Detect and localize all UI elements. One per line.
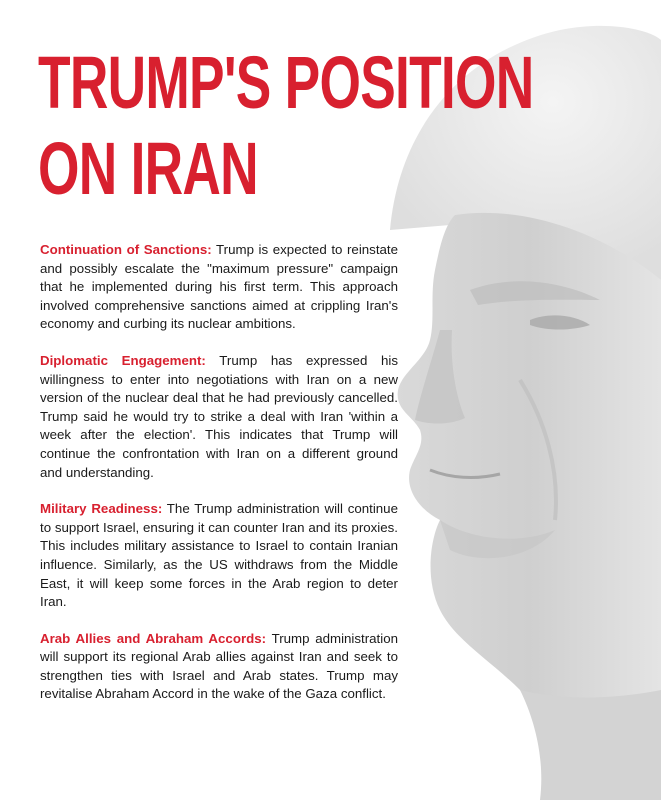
section-body: Trump has expressed his willingness to enter into negotiations with Iran on a new version of the nuclear deal that he had previously cancelled. Trump said he would try to strike a deal with Iran 'within a week after the election'. This indicates that Trump will continue the confrontation with Iran on a different ground and understanding. bbox=[40, 352, 398, 480]
section-arab-allies bbox=[40, 630, 398, 704]
section-diplomatic-engagement bbox=[40, 352, 398, 482]
title-line-2: ON IRAN bbox=[38, 127, 258, 210]
section-military-readiness bbox=[40, 500, 398, 612]
section-heading: Arab Allies and Abraham Accords: bbox=[40, 630, 267, 646]
section-sanctions bbox=[40, 241, 398, 334]
title-line-1: TRUMP'S POSITION bbox=[38, 41, 534, 124]
content-column bbox=[40, 241, 398, 722]
section-body: The Trump administration will continue to support Israel, ensuring it can counter Iran and its proxies. This includes military assistance to Israel to contain Iranian influence. Similarly, as the US withdraws from the Middle East, it will keep some forces in the Arab region to deter Iran. bbox=[40, 501, 398, 610]
section-heading: Continuation of Sanctions: bbox=[40, 242, 212, 257]
section-body: Trump administration will support its regional Arab allies against Iran and seek to strengthen ties with Israel and Arab states. Trump may revitalise Abraham Accord in the wake of the Gaza conflict. bbox=[40, 630, 398, 702]
page-title bbox=[38, 40, 534, 212]
section-body: Trump is expected to reinstate and possibly escalate the "maximum pressure" campaign that he implemented during his first term. This approach involved comprehensive sanctions aimed at crippling Iran's economy and curbing its nuclear ambitions. bbox=[40, 242, 398, 332]
section-heading: Diplomatic Engagement: bbox=[40, 352, 206, 368]
section-heading: Military Readiness: bbox=[40, 501, 163, 517]
